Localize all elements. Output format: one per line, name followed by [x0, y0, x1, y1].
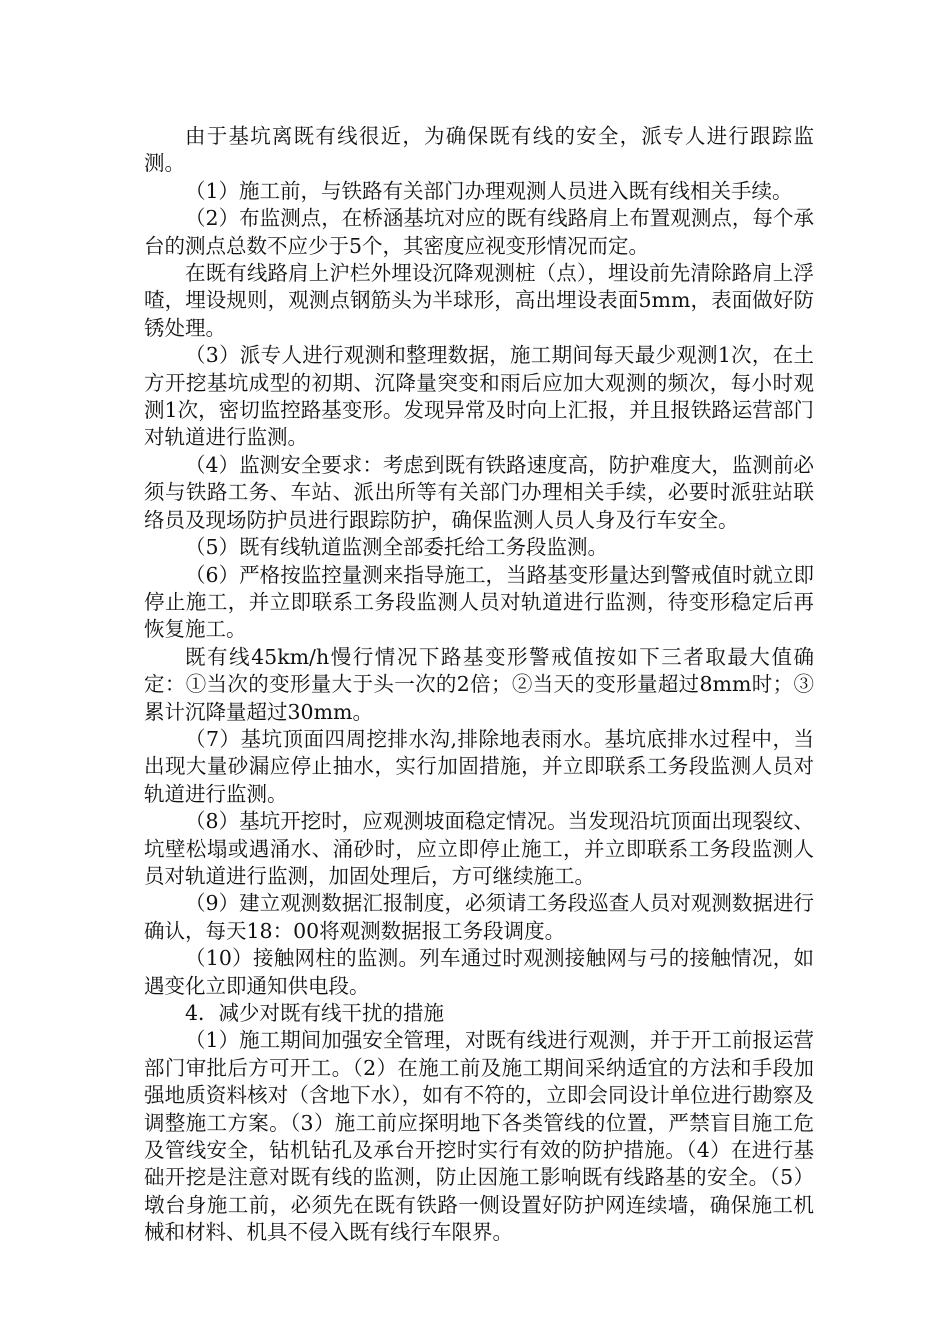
paragraph-item-6: （6）严格按监控量测来指导施工，当路基变形量达到警戒值时就立即停止施工，并立即联系工务段监测人员对轨道进行监测，待变形稳定后再恢复施工。 [144, 562, 814, 642]
paragraph-item-7: （7）基坑顶面四周挖排水沟,排除地表雨水。基坑底排水过程中，当出现大量砂漏应停止抽水，实行加固措施，并立即联系工务段监测人员对轨道进行监测。 [144, 726, 814, 806]
paragraph-item-1: （1）施工前，与铁路有关部门办理观测人员进入既有线相关手续。 [185, 178, 793, 203]
paragraph-item-3: （3）派专人进行观测和整理数据，施工期间每天最少观测1次，在土方开挖基坑成型的初期、沉降量突变和雨后应加大观测的频次，每小时观测1次，密切监控路基变形。发现异常及时向上汇报，并且报铁路运营部门对轨道进行监测。 [144, 343, 814, 450]
document-body [144, 123, 814, 1247]
paragraph-item-2-detail: 在既有线路肩上沪栏外埋设沉降观测桩（点），埋设前先清除路肩上浮喳，埋设规则，观测点钢筋头为半球形，高出埋设表面5mm，表面做好防锈处理。 [144, 261, 814, 340]
paragraph-intro: 由于基坑离既有线很近，为确保既有线的安全，派专人进行跟踪监测。 [144, 124, 814, 176]
paragraph-item-4: （4）监测安全要求：考虑到既有铁路速度高，防护难度大，监测前必须与铁路工务、车站、派出所等有关部门办理相关手续，必要时派驻站联络员及现场防护员进行跟踪防护，确保监测人员人身及行车安全。 [144, 452, 814, 532]
paragraph-item-2: （2）布监测点，在桥涵基坑对应的既有线路肩上布置观测点，每个承台的测点总数不应少于5个，其密度应视变形情况而定。 [144, 206, 814, 258]
paragraph-item-9: （9）建立观测数据汇报制度，必须请工务段巡查人员对观测数据进行确认，每天18：00将观测数据报工务段调度。 [144, 891, 814, 943]
section-heading-4: 4．减少对既有线干扰的措施 [185, 1001, 445, 1025]
paragraph-item-8: （8）基坑开挖时，应观测坡面稳定情况。当发现沿坑顶面出现裂纹、坑壁松塌或遇涌水、涌砂时，应立即停止施工，并立即联系工务段监测人员对轨道进行监测，加固处理后，方可继续施工。 [144, 809, 814, 888]
paragraph-item-6-threshold: 既有线45km/h慢行情况下路基变形警戒值按如下三者取最大值确定：①当次的变形量大于头一次的2倍；②当天的变形量超过8mm时；③累计沉降量超过30mm。 [144, 644, 814, 724]
paragraph-section-4-measures: （1）施工期间加强安全管理，对既有线进行观测，并于开工前报运营部门审批后方可开工。（2）在施工前及施工期间采纳适宜的方法和手段加强地质资料核对（含地下水），如有不符的，立即会同设计单位进行勘察及调整施工方案。（3）施工前应探明地下各类管线的位置，严禁盲目施工危及管线安全，钻机钻孔及承台开挖时实行有效的防护措施。（4）在进行基础开挖是注意对既有线的监测，防止因施工影响既有线路基的安全。（5）墩台身施工前，必须先在既有铁路一侧设置好防护网连续墙，确保施工机械和材料、机具不侵入既有线行车限界。 [144, 1028, 814, 1245]
paragraph-item-5: （5）既有线轨道监测全部委托给工务段监测。 [185, 535, 609, 560]
paragraph-item-10: （10）接触网柱的监测。列车通过时观测接触网与弓的接触情况，如遇变化立即通知供电段。 [144, 946, 814, 998]
